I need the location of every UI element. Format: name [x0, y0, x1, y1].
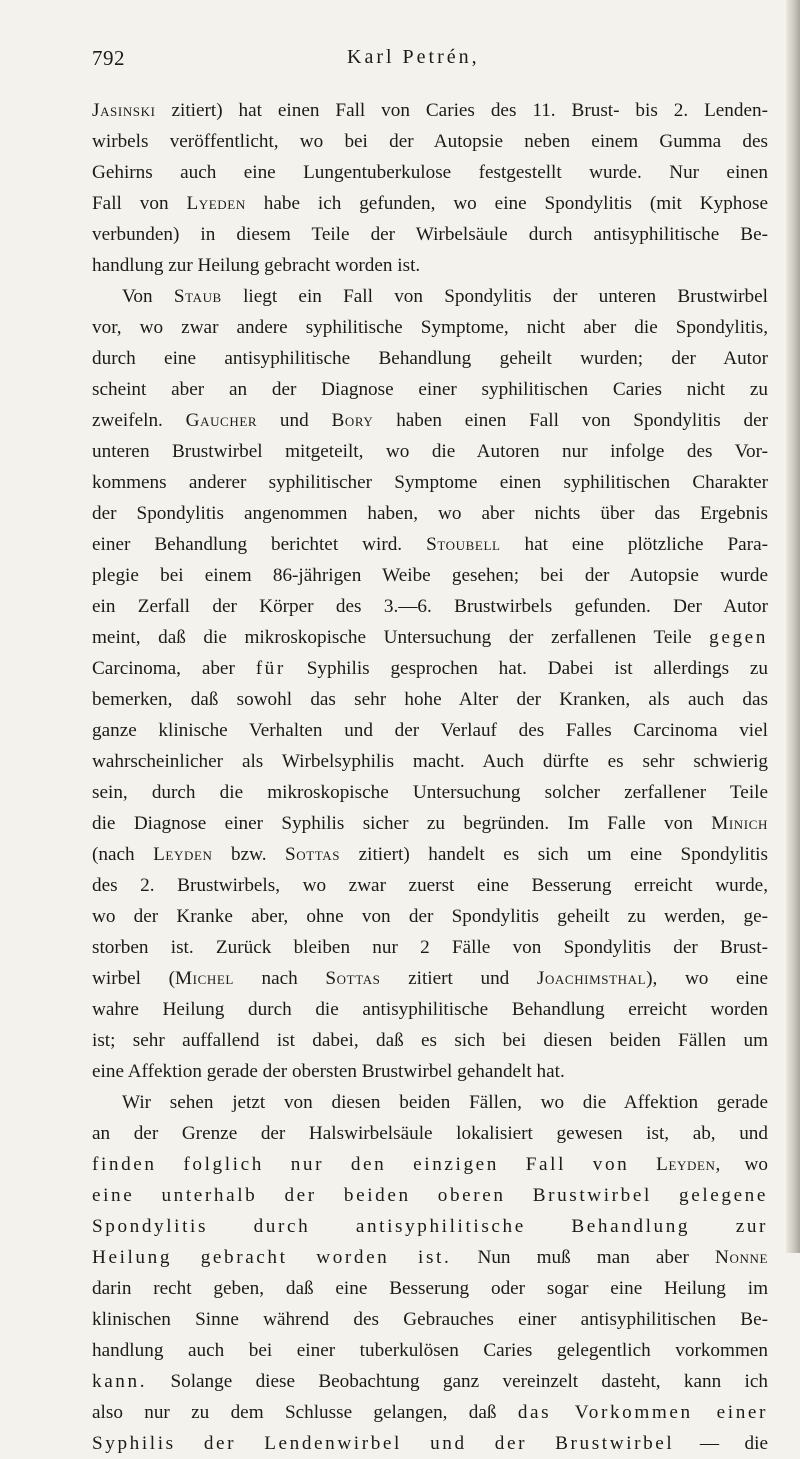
text-run: zitiert) hat einen Fall von Caries des 11. Brust- bis 2. Lenden- [155, 100, 768, 121]
author-name: Joachimsthal [536, 968, 647, 989]
emphasized-text: Spondylitis durch antisyphilitische Behandlung zur [92, 1216, 768, 1237]
text-line [92, 622, 768, 653]
text-line [92, 560, 768, 591]
text-line [92, 591, 768, 622]
text-line [92, 1335, 768, 1366]
text-line [92, 374, 768, 405]
author-name: Sottas [285, 844, 341, 865]
text-line [92, 1056, 768, 1087]
author-name: Nonne [715, 1247, 768, 1268]
text-line [92, 870, 768, 901]
text-run: bemerken, daß sowohl das sehr hohe Alter der Kranken, als auch das [92, 689, 768, 710]
text-line [92, 715, 768, 746]
text-line [92, 343, 768, 374]
text-run: Fall von [92, 193, 187, 214]
text-run: Von [122, 286, 174, 307]
text-run: kommens anderer syphilitischer Symptome einen syphilitischen Charakter [92, 472, 768, 493]
text-run: des 2. Brustwirbels, wo zwar zuerst eine Besserung erreicht wurde, [92, 875, 768, 896]
text-line [92, 1180, 768, 1211]
text-run: handlung zur Heilung gebracht worden ist. [92, 255, 421, 276]
text-line [92, 1242, 768, 1273]
text-run: verbunden) in diesem Teile der Wirbelsäule durch antisyphilitische Be- [92, 224, 768, 245]
text-run: eine Affektion gerade der obersten Brustwirbel gehandelt hat. [92, 1061, 565, 1082]
text-run: zweifeln. [92, 410, 186, 431]
text-line [92, 405, 768, 436]
author-name: Stoubell [426, 534, 501, 555]
text-run: vor, wo zwar andere syphilitische Symptome, nicht aber die Spondylitis, [92, 317, 768, 338]
text-line [92, 498, 768, 529]
text-run: Gehirns auch eine Lungentuberkulose festgestellt wurde. Nur einen [92, 162, 768, 183]
emphasized-text: Syphilis der Lendenwirbel und der Brustwirbel [92, 1433, 675, 1454]
text-run: ein Zerfall der Körper des 3.—6. Brustwirbels gefunden. Der Autor [92, 596, 768, 617]
text-run: Nun muß man aber [451, 1247, 716, 1268]
emphasized-text: für [255, 658, 286, 679]
text-line [92, 157, 768, 188]
text-line [92, 684, 768, 715]
text-run: nach [233, 968, 326, 989]
text-run: ganze klinische Verhalten und der Verlauf des Falles Carcinoma viel [92, 720, 768, 741]
author-name: Gaucher [185, 410, 258, 431]
text-line [92, 1273, 768, 1304]
text-line [92, 1366, 768, 1397]
page-header [92, 46, 772, 76]
text-run: — die [674, 1433, 768, 1454]
text-run: der Spondylitis angenommen haben, wo aber nichts über das Ergebnis [92, 503, 768, 524]
text-line [92, 1397, 768, 1428]
text-run: klinischen Sinne während des Gebrauches einer antisyphilitischen Be- [92, 1309, 768, 1330]
text-run: liegt ein Fall von Spondylitis der unteren Brustwirbel [221, 286, 768, 307]
text-run: bzw. [212, 844, 285, 865]
text-run: zitiert) handelt es sich um eine Spondylitis [340, 844, 768, 865]
page-number: 792 [92, 46, 125, 70]
text-run: ), wo eine [646, 968, 768, 989]
emphasized-text: gegen [709, 627, 768, 648]
emphasized-text: eine unterhalb der beiden oberen Brustwirbel gelegene [92, 1185, 768, 1206]
text-run: die Diagnose einer Syphilis sicher zu begründen. Im Falle von [92, 813, 712, 834]
author-name: Sottas [325, 968, 381, 989]
text-run: zitiert und [380, 968, 537, 989]
text-run: storben ist. Zurück bleiben nur 2 Fälle von Spondylitis der Brust- [92, 937, 768, 958]
page-edge-shadow [786, 0, 800, 1253]
text-run: handlung auch bei einer tuberkulösen Caries gelegentlich vorkommen [92, 1340, 768, 1361]
text-line [92, 1211, 768, 1242]
author-name: Staub [173, 286, 222, 307]
text-run: (nach [92, 844, 154, 865]
text-run: , wo [715, 1154, 768, 1175]
author-name: Leyden [656, 1154, 716, 1175]
body-text [92, 95, 768, 1459]
text-line [92, 963, 768, 994]
author-name: Minich [711, 813, 768, 834]
text-run: meint, daß die mikroskopische Untersuchung der zerfallenen Teile [92, 627, 710, 648]
text-line [92, 95, 768, 126]
text-run: habe ich gefunden, wo eine Spondylitis (mit Kyphose [245, 193, 768, 214]
text-run: an der Grenze der Halswirbelsäule lokalisiert gewesen ist, ab, und [92, 1123, 768, 1144]
author-name: Jasinski [92, 100, 156, 121]
text-run: hat eine plötzliche Para- [500, 534, 768, 555]
text-line [92, 529, 768, 560]
emphasized-text: das Vorkommen einer [517, 1402, 768, 1423]
text-line [92, 777, 768, 808]
text-line [92, 1025, 768, 1056]
text-run: Wir sehen jetzt von diesen beiden Fällen, wo die Affektion gerade [122, 1092, 768, 1113]
text-line [92, 1428, 768, 1459]
text-line [92, 994, 768, 1025]
text-run: haben einen Fall von Spondylitis der [373, 410, 768, 431]
text-line [92, 1118, 768, 1149]
emphasized-text: Heilung gebracht worden ist. [92, 1247, 452, 1268]
text-line [92, 839, 768, 870]
text-line [92, 188, 768, 219]
text-run: Syphilis gesprochen hat. Dabei ist allerdings zu [285, 658, 768, 679]
text-run: Carcinoma, aber [92, 658, 256, 679]
text-line [92, 312, 768, 343]
text-line [92, 932, 768, 963]
author-name: Michel [175, 968, 234, 989]
author-name: Leyden [153, 844, 213, 865]
text-run: Solange diese Beobachtung ganz vereinzelt dasteht, kann ich [147, 1371, 768, 1392]
text-run: darin recht geben, daß eine Besserung oder sogar eine Heilung im [92, 1278, 768, 1299]
text-line [92, 653, 768, 684]
text-run: unteren Brustwirbel mitgeteilt, wo die Autoren nur infolge des Vor- [92, 441, 768, 462]
author-name: Bory [331, 410, 374, 431]
emphasized-text: finden folglich nur den einzigen Fall von [92, 1154, 657, 1175]
text-run: einer Behandlung berichtet wird. [92, 534, 427, 555]
text-run: wirbels veröffentlicht, wo bei der Autopsie neben einem Gumma des [92, 131, 768, 152]
text-line [92, 1304, 768, 1335]
text-run: wirbel ( [92, 968, 176, 989]
text-run: wo der Kranke aber, ohne von der Spondylitis geheilt zu werden, ge- [92, 906, 768, 927]
text-run: plegie bei einem 86-jährigen Weibe gesehen; bei der Autopsie wurde [92, 565, 768, 586]
text-line [92, 808, 768, 839]
text-run: und [257, 410, 332, 431]
text-line [92, 250, 768, 281]
author-name: Lyeden [186, 193, 246, 214]
text-line [92, 1149, 768, 1180]
running-head: Karl Petrén, [347, 46, 480, 68]
text-line [92, 281, 768, 312]
text-run: durch eine antisyphilitische Behandlung geheilt wurden; der Autor [92, 348, 768, 369]
text-line [92, 467, 768, 498]
text-line [92, 219, 768, 250]
text-run: also nur zu dem Schlusse gelangen, daß [92, 1402, 518, 1423]
text-line [92, 436, 768, 467]
text-line [92, 126, 768, 157]
text-run: wahrscheinlicher als Wirbelsyphilis macht. Auch dürfte es sehr schwierig [92, 751, 768, 772]
text-run: scheint aber an der Diagnose einer syphilitischen Caries nicht zu [92, 379, 768, 400]
text-line [92, 1087, 768, 1118]
text-run: ist; sehr auffallend ist dabei, daß es sich bei diesen beiden Fällen um [92, 1030, 768, 1051]
text-run: wahre Heilung durch die antisyphilitische Behandlung erreicht worden [92, 999, 768, 1020]
text-line [92, 746, 768, 777]
text-line [92, 901, 768, 932]
text-run: sein, durch die mikroskopische Untersuchung solcher zerfallener Teile [92, 782, 768, 803]
emphasized-text: kann. [92, 1371, 148, 1392]
